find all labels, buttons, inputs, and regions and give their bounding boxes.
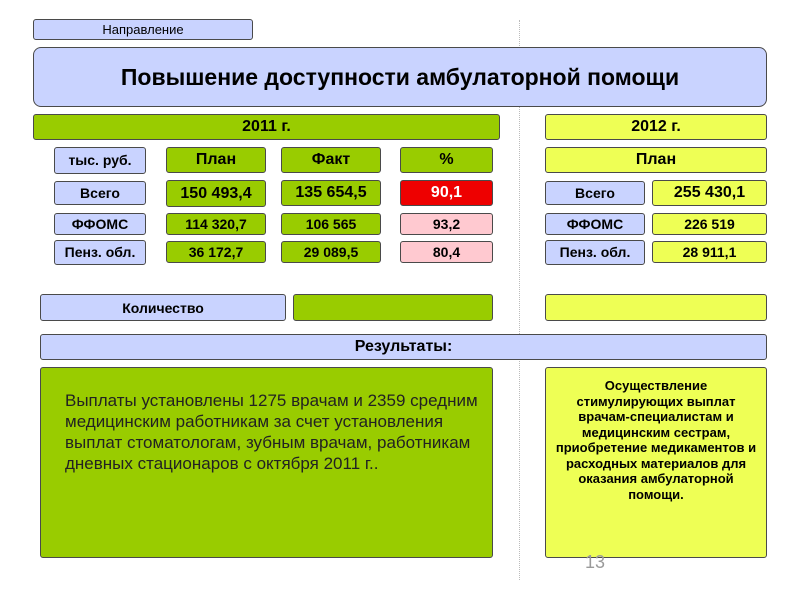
page-number: 13	[585, 552, 606, 572]
results-2011-text: Выплаты установлены 1275 врачам и 2359 средним медицинским работникам за счет установления выплат стоматологам, зубным врачам, работникам дневных стационаров с октября 2011 г..	[40, 367, 493, 558]
fact-total-2011: 135 654,5	[281, 180, 381, 206]
percent-column-header: %	[400, 147, 493, 173]
plan-penza-2011: 36 172,7	[166, 241, 266, 263]
plan-total-2011: 150 493,4	[166, 180, 266, 207]
results-header: Результаты:	[40, 334, 767, 360]
quantity-label: Количество	[40, 294, 286, 321]
quantity-value-2011	[293, 294, 493, 321]
quantity-value-2012	[545, 294, 767, 321]
row-label-total: Всего	[54, 181, 146, 205]
row-label-penza: Пенз. обл.	[54, 240, 146, 265]
percent-ffoms-2011: 93,2	[400, 213, 493, 235]
fact-column-header: Факт	[281, 147, 381, 173]
year-2012-header: 2012 г.	[545, 114, 767, 140]
page-title: Повышение доступности амбулаторной помощи	[33, 47, 767, 107]
row-label-ffoms-2012: ФФОМС	[545, 213, 645, 235]
fact-ffoms-2011: 106 565	[281, 213, 381, 235]
row-label-ffoms: ФФОМС	[54, 213, 146, 235]
plan-ffoms-2011: 114 320,7	[166, 213, 266, 235]
row-label-penza-2012: Пенз. обл.	[545, 240, 645, 265]
plan-column-header: План	[166, 147, 266, 173]
plan-penza-2012: 28 911,1	[652, 241, 767, 263]
row-label-total-2012: Всего	[545, 181, 645, 205]
plan-ffoms-2012: 226 519	[652, 213, 767, 235]
percent-total-2011: 90,1	[400, 180, 493, 206]
fact-penza-2011: 29 089,5	[281, 241, 381, 263]
plan-total-2012: 255 430,1	[652, 180, 767, 206]
direction-label: Направление	[33, 19, 253, 40]
unit-label: тыс. руб.	[54, 147, 146, 174]
plan-2012-header: План	[545, 147, 767, 173]
results-2012-text: Осуществление стимулирующих выплат врачам-специалистам и медицинским сестрам, приобретение медикаментов и расходных материалов для оказания амбулаторной помощи.	[545, 367, 767, 558]
year-2011-header: 2011 г.	[33, 114, 500, 140]
percent-penza-2011: 80,4	[400, 241, 493, 263]
